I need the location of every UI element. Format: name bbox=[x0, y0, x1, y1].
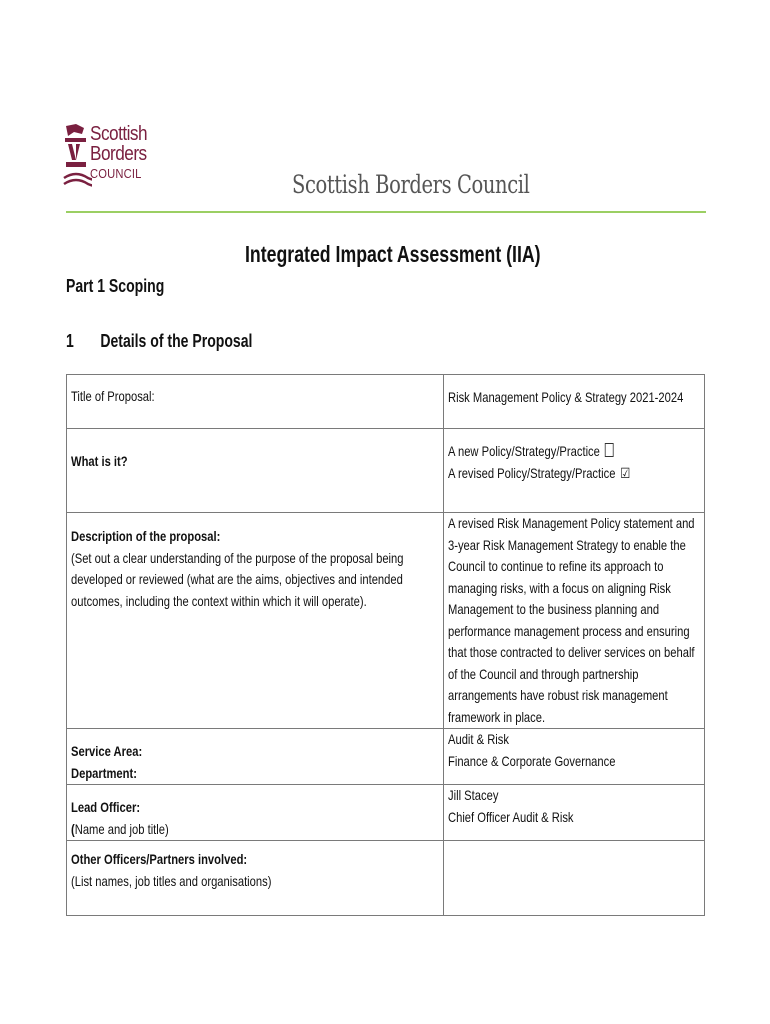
table-row-lead-officer bbox=[67, 785, 705, 841]
option-revised-policy bbox=[448, 463, 704, 485]
checkbox-checked-icon: ☑ bbox=[620, 464, 631, 481]
table-row-what-is-it bbox=[67, 429, 705, 513]
logo-text-borders: Borders bbox=[90, 143, 147, 165]
option-new-policy bbox=[448, 441, 704, 463]
table-row-other-officers bbox=[67, 841, 705, 916]
table-row-description bbox=[67, 513, 705, 729]
lead-officer-name: Jill Stacey bbox=[448, 787, 499, 803]
council-logo bbox=[62, 122, 162, 196]
other-officers-hint: (List names, job titles and organisations) bbox=[71, 872, 272, 889]
table-row-title bbox=[67, 375, 705, 429]
option-revised-policy-label: A revised Policy/Strategy/Practice bbox=[448, 464, 616, 481]
document-title: Integrated Impact Assessment (IIA) bbox=[245, 241, 541, 267]
lead-officer-title: Chief Officer Audit & Risk bbox=[448, 808, 574, 825]
checkbox-empty-icon bbox=[605, 443, 614, 457]
lead-officer-hint: (Name and job title) bbox=[71, 820, 169, 837]
department-value: Finance & Corporate Governance bbox=[448, 752, 616, 769]
title-of-proposal-label: Title of Proposal: bbox=[71, 388, 155, 404]
lead-officer-label: Lead Officer: bbox=[71, 799, 141, 815]
service-area-label: Service Area: bbox=[71, 743, 143, 759]
description-hint: (Set out a clear understanding of the purpose of the proposal being developed or reviewed (what are the aims, objectives and intended outcomes, including the context within which it will operate). bbox=[71, 549, 404, 609]
other-officers-label: Other Officers/Partners involved: bbox=[71, 851, 248, 867]
description-label: Description of the proposal: bbox=[71, 528, 221, 544]
option-new-policy-label: A new Policy/Strategy/Practice bbox=[448, 443, 600, 459]
what-is-it-label: What is it? bbox=[71, 453, 128, 469]
proposal-details-table bbox=[66, 374, 705, 916]
department-label: Department: bbox=[71, 764, 137, 781]
description-value: A revised Risk Management Policy statement and 3-year Risk Management Strategy to enable the Council to continue to refine its approach to managing risks, with a focus on aligning Risk Management to the business planning and performance management process and ensuring that those contracted to deliver services on behalf of the Council and through partnership arrangements have robust risk management framework in place. bbox=[448, 515, 695, 725]
title-of-proposal-value: Risk Management Policy & Strategy 2021-2024 bbox=[448, 389, 684, 405]
council-name-heading: Scottish Borders Council bbox=[292, 170, 530, 199]
borders-crest-icon bbox=[62, 122, 92, 196]
table-row-service-area bbox=[67, 729, 705, 785]
part-heading: Part 1 Scoping bbox=[66, 276, 165, 296]
section-heading bbox=[66, 331, 252, 352]
section-number: 1 bbox=[66, 331, 74, 351]
header-divider bbox=[66, 211, 706, 213]
section-title: Details of the Proposal bbox=[100, 331, 253, 351]
service-area-value: Audit & Risk bbox=[448, 731, 509, 747]
logo-text-scottish: Scottish bbox=[90, 123, 148, 145]
logo-text-council: COUNCIL bbox=[90, 166, 142, 181]
